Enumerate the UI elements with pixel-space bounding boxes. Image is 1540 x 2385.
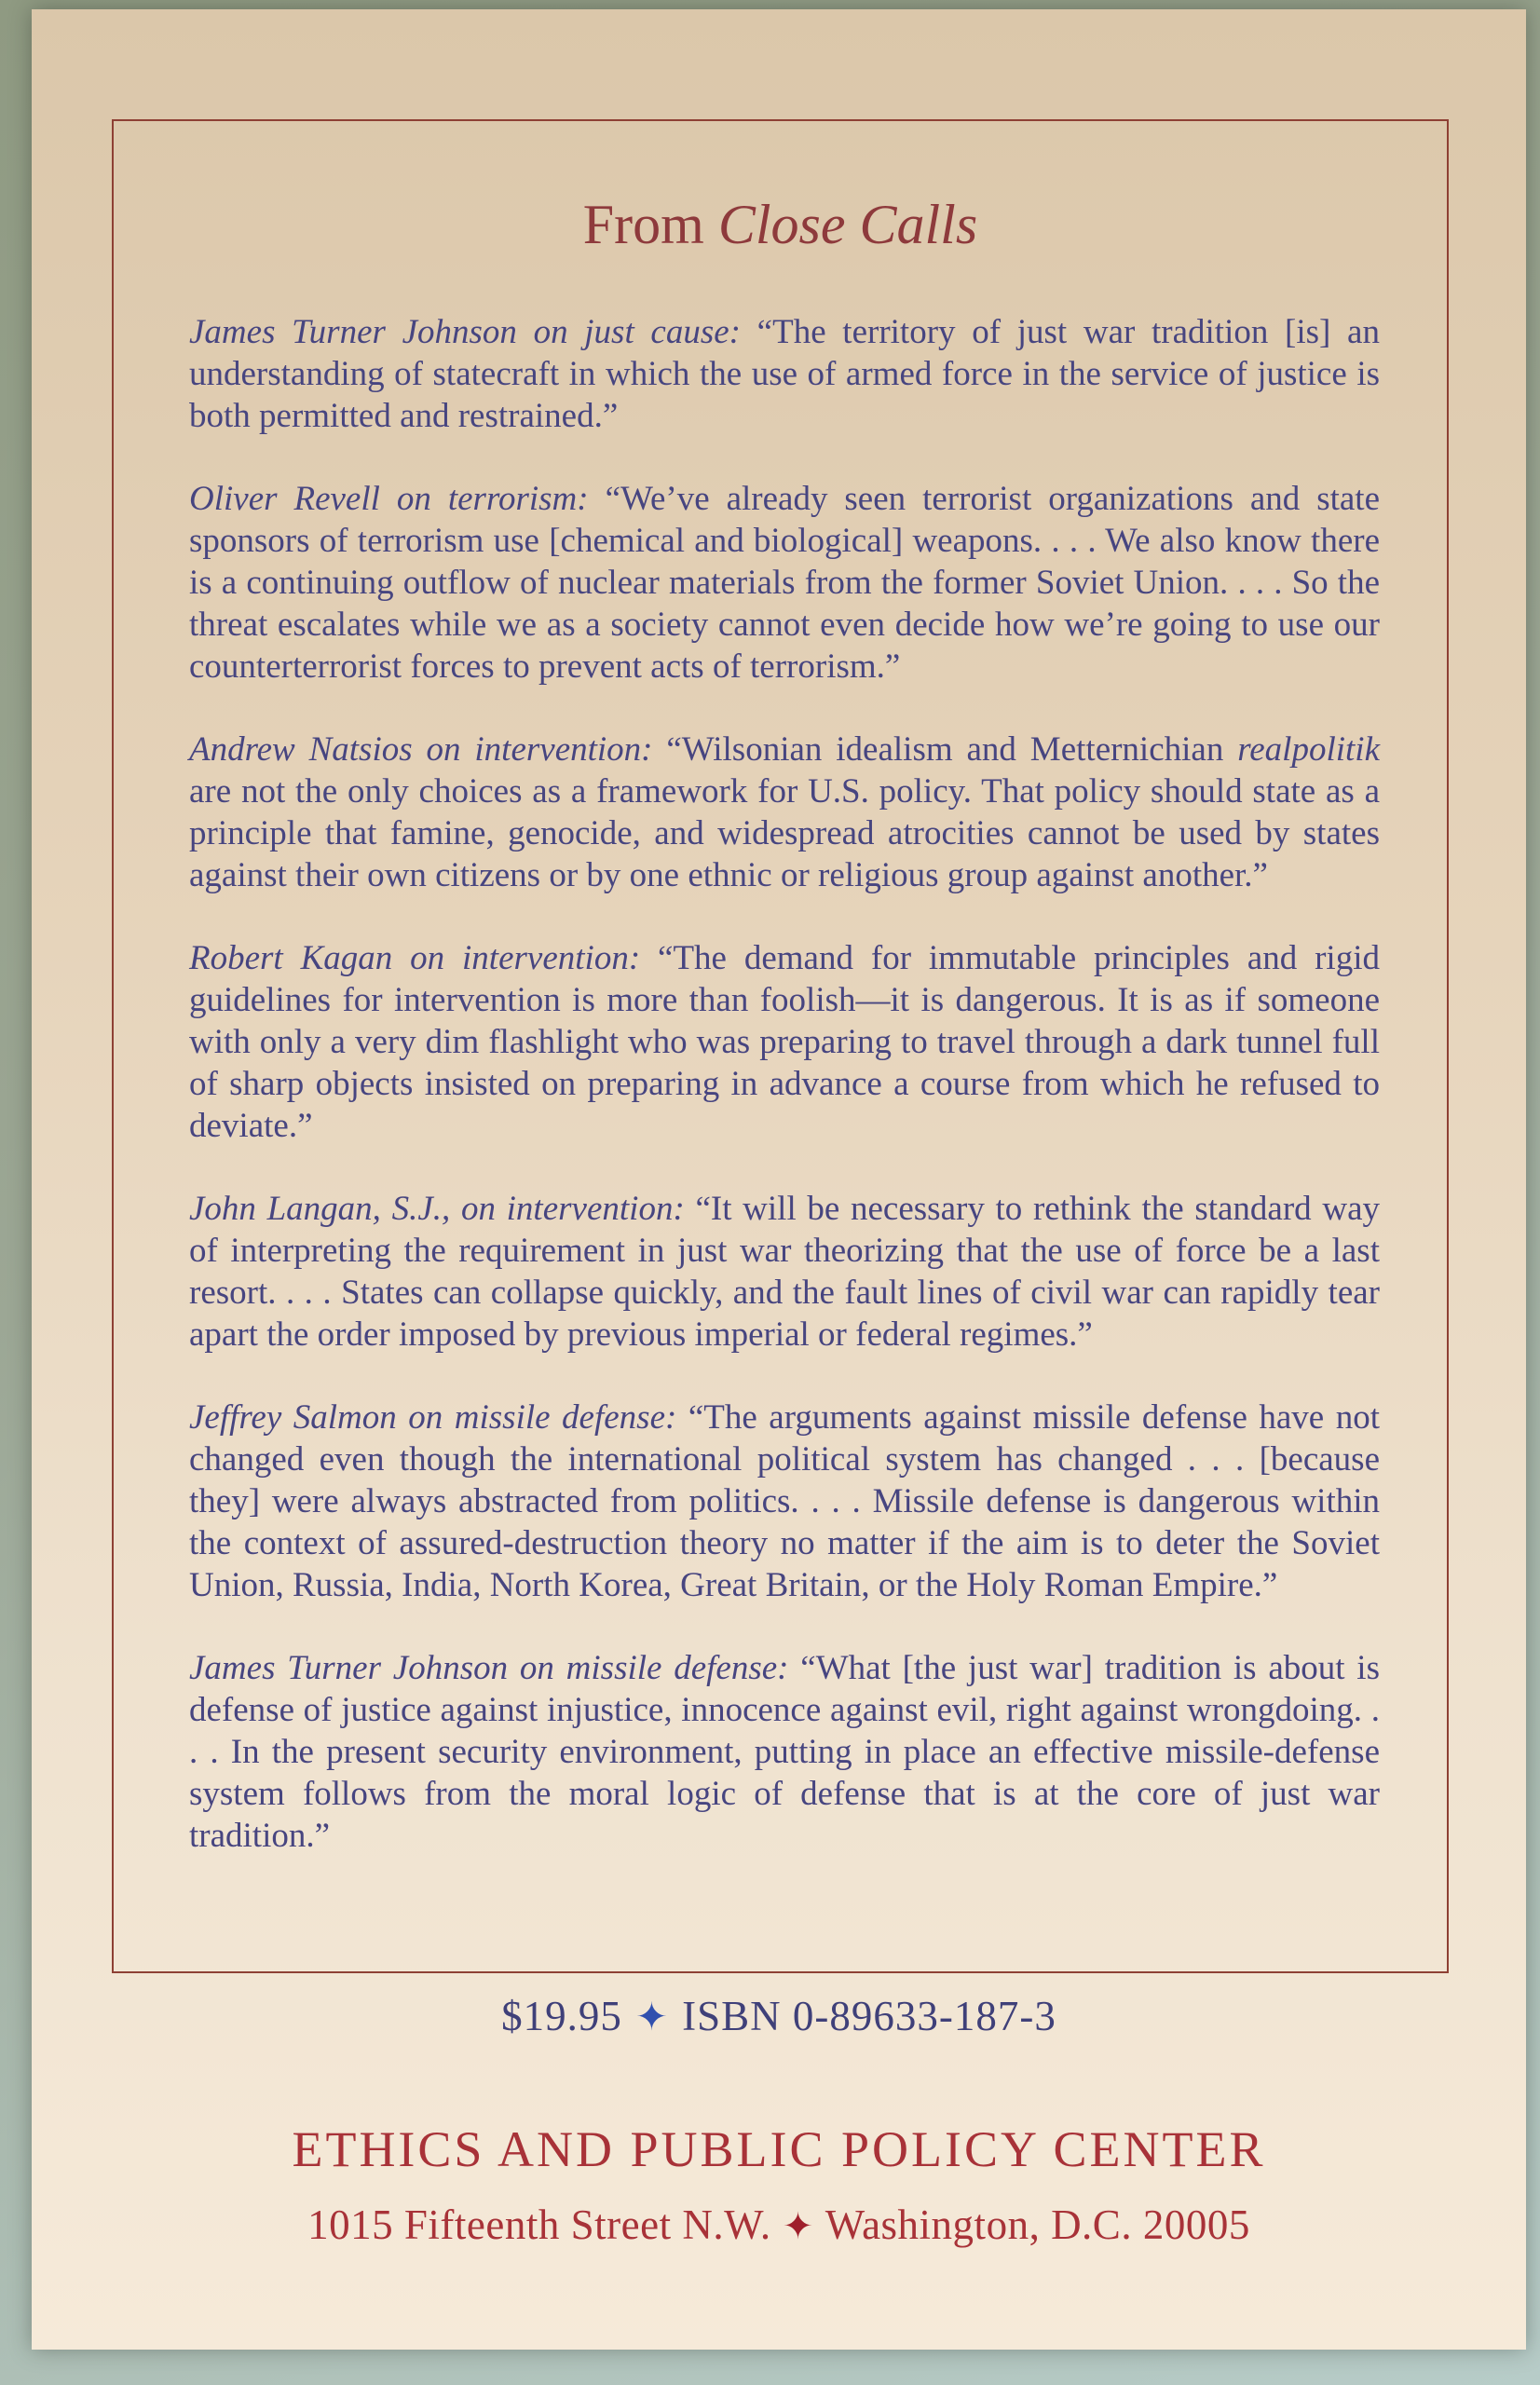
price-isbn-line	[32, 1992, 1526, 2040]
quote-attribution: Oliver Revell on terrorism:	[189, 480, 589, 518]
quote-attribution: Robert Kagan on intervention:	[189, 939, 641, 977]
quote-paragraph	[189, 1188, 1380, 1356]
quote-paragraph	[189, 937, 1380, 1147]
quote-text: “Wilsonian idealism and Metternichian	[666, 730, 1238, 769]
title-prefix: From	[582, 194, 704, 255]
quote-text: “What [the just war] tradition is about is defense of justice against injustice, innocence against evil, right against wrongdoing. . . . In the present security environment, putting in place an effective missile-defense system follows from the moral logic of defense that is at the core of just war tradition.”	[189, 1649, 1380, 1855]
diamond-icon: ✦	[634, 1997, 670, 2039]
address-street: 1015 Fifteenth Street N.W.	[307, 2201, 771, 2248]
decorative-frame	[112, 119, 1449, 1973]
quote-text: “The territory of just war tradition [is] an understanding of statecraft in which the use of armed force in the service of justice is both permitted and restrained.”	[189, 313, 1380, 435]
address-city: Washington, D.C. 20005	[825, 2201, 1250, 2248]
quote-text: “It will be necessary to rethink the standard way of interpreting the requirement in just war theorizing that the use of force be a last resort. . . . States can collapse quickly, and the fault lines of civil war can rapidly tear apart the order imposed by previous imperial or federal regimes.”	[189, 1190, 1381, 1354]
quote-text: “We’ve already seen terrorist organizations and state sponsors of terrorism use [chemical and biological] weapons. . . . We also know there is a continuing outflow of nuclear materials from the former Soviet Union. . . . So the threat escalates while we as a society cannot even decide how we’re going to use our counterterrorist forces to prevent acts of terrorism.”	[189, 480, 1381, 686]
book-back-cover	[32, 9, 1526, 2350]
quote-text: realpolitik	[1237, 730, 1380, 769]
quote-paragraph	[189, 478, 1380, 688]
title-book-name: Close Calls	[717, 194, 978, 255]
quote-attribution: James Turner Johnson on missile defense:	[189, 1649, 789, 1687]
quote-text: “The arguments against missile defense have not changed even though the international political system has changed . . . [because they] were always abstracted from politics. . . . Missile defense is dangerous within the context of assured-destruction theory no matter if the aim is to deter the Soviet Union, Russia, India, North Korea, Great Britain, or the Holy Roman Empire.”	[189, 1398, 1381, 1604]
quote-attribution: John Langan, S.J., on intervention:	[189, 1190, 685, 1228]
quotes-list	[114, 311, 1447, 1857]
quote-paragraph	[189, 1397, 1380, 1606]
page-title	[114, 194, 1447, 255]
quote-text: are not the only choices as a framework for U.S. policy. That policy should state as a principle that famine, genocide, and widespread atrocities cannot be used by states against their own citizens or by one ethnic or religious group against another.”	[189, 772, 1380, 894]
price-text: $19.95	[501, 1993, 622, 2039]
quote-attribution: James Turner Johnson on just cause:	[189, 313, 741, 351]
quote-paragraph	[189, 729, 1380, 896]
publisher-name: ETHICS AND PUBLIC POLICY CENTER	[292, 2121, 1266, 2177]
quote-paragraph	[189, 311, 1380, 437]
quote-paragraph	[189, 1647, 1380, 1857]
isbn-text: ISBN 0-89633-187-3	[682, 1993, 1056, 2039]
quote-text: “The demand for immutable principles and rigid guidelines for intervention is more than foolish—it is dangerous. It is as if someone with only a very dim flashlight who was preparing to travel through a dark tunnel full of sharp objects insisted on preparing in advance a course from which he refused to deviate.”	[189, 939, 1380, 1145]
publisher-address-line	[32, 2201, 1526, 2249]
diamond-icon: ✦	[782, 2205, 814, 2247]
quote-attribution: Andrew Natsios on intervention:	[189, 730, 653, 769]
quote-attribution: Jeffrey Salmon on missile defense:	[189, 1398, 677, 1437]
